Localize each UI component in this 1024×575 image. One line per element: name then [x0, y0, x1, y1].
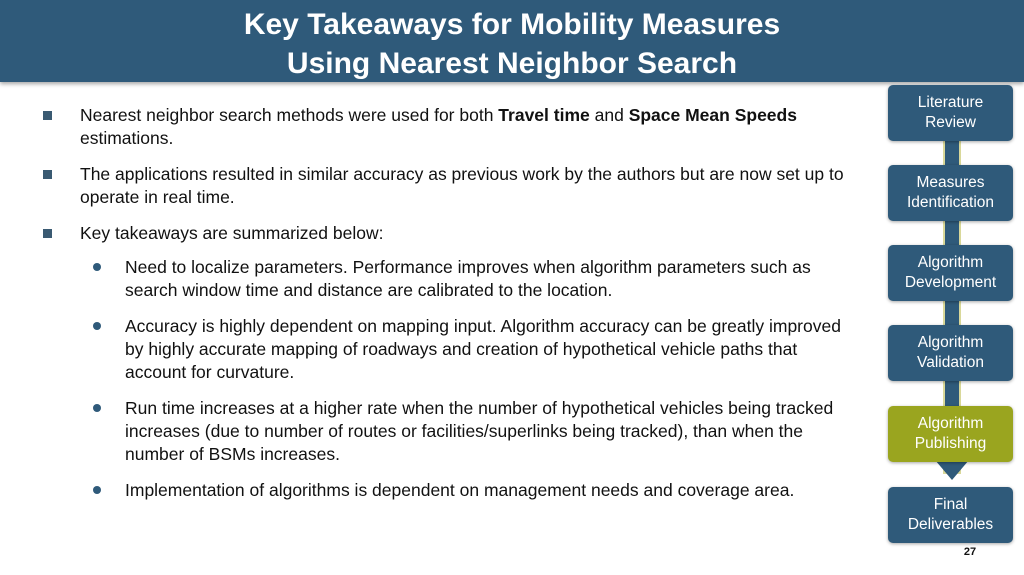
bullet-text-pre: Nearest neighbor search methods were used for both	[80, 105, 499, 125]
bold-term: Travel time	[498, 105, 590, 125]
step-final-deliverables	[888, 487, 1013, 543]
square-bullet-icon	[43, 170, 52, 179]
step-measures-identification	[888, 165, 1013, 221]
step-label-line1: Final	[933, 496, 968, 513]
sub-bullet-item	[40, 479, 850, 502]
step-label-line2: Publishing	[914, 435, 987, 452]
dot-bullet-icon	[93, 263, 101, 271]
step-label-line2: Development	[904, 274, 997, 291]
sub-bullet-text: Run time increases at a higher rate when the number of hypothetical vehicles being tracked increases (due to number of routes or facilities/superlinks being tracked), than when the number of BSMs increases.	[125, 398, 834, 464]
square-bullet-icon	[43, 111, 52, 120]
step-label-line1: Algorithm	[917, 334, 984, 351]
step-algorithm-publishing	[888, 406, 1013, 462]
page-title	[0, 5, 1024, 83]
sub-bullet-item	[40, 397, 850, 466]
bullet-list	[40, 104, 850, 515]
sub-bullet-text: Accuracy is highly dependent on mapping input. Algorithm accuracy can be greatly improved by highly accurate mapping of roadways and creation of hypothetical vehicle paths that account for curvature.	[125, 316, 841, 382]
bullet-text-post: estimations.	[80, 128, 174, 148]
bold-term: Space Mean Speeds	[628, 105, 797, 125]
step-label-line1: Measures	[916, 174, 985, 191]
bullet-item	[40, 104, 850, 150]
sub-bullet-text: Need to localize parameters. Performance improves when algorithm parameters such as search window time and distance are calibrated to the location.	[125, 257, 811, 300]
step-label-line1: Literature	[917, 94, 984, 111]
step-label-line2: Identification	[906, 194, 995, 211]
title-line-2: Using Nearest Neighbor Search	[286, 47, 738, 80]
step-algorithm-validation	[888, 325, 1013, 381]
step-label-line2: Deliverables	[907, 516, 994, 533]
step-label-line2: Review	[925, 114, 976, 131]
bullet-item	[40, 163, 850, 209]
sub-bullet-item	[40, 315, 850, 384]
sub-bullet-item	[40, 256, 850, 302]
sub-bullet-text: Implementation of algorithms is dependent on management needs and coverage area.	[125, 480, 795, 500]
square-bullet-icon	[43, 229, 52, 238]
title-bar	[0, 0, 1024, 82]
bullet-text: Key takeaways are summarized below:	[80, 223, 384, 243]
step-label-line1: Algorithm	[917, 415, 984, 432]
step-label-line1: Algorithm	[917, 254, 984, 271]
down-arrow-icon	[935, 460, 969, 480]
dot-bullet-icon	[93, 486, 101, 494]
dot-bullet-icon	[93, 404, 101, 412]
bullet-item	[40, 222, 850, 245]
dot-bullet-icon	[93, 322, 101, 330]
bullet-text: The applications resulted in similar accuracy as previous work by the authors but are now set up to operate in real time.	[80, 164, 844, 207]
step-algorithm-development	[888, 245, 1013, 301]
bullet-text-mid: and	[589, 105, 629, 125]
title-line-1: Key Takeaways for Mobility Measures	[243, 8, 781, 41]
step-literature-review	[888, 85, 1013, 141]
page-number: 27	[963, 546, 977, 558]
step-label-line2: Validation	[917, 354, 984, 371]
